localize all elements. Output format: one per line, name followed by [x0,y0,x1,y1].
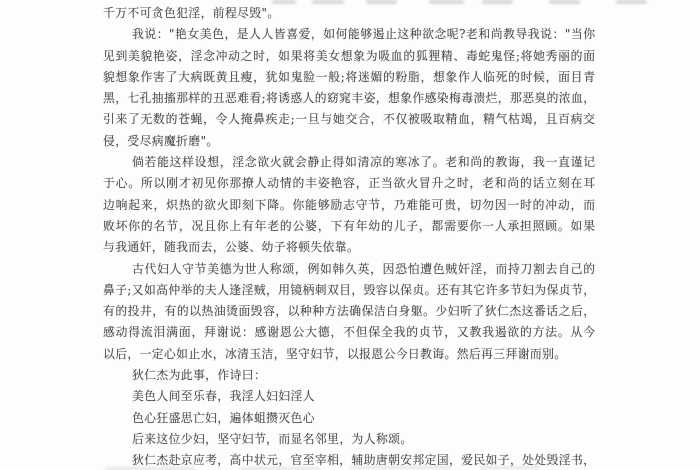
text-line: 倘若能这样设想，淫念欲火就会静止得如清凉的寒冰了。老和尚的教诲，我一直谨记 [132,155,595,170]
text-line: 边响起来，炽热的欲火即刻下降。你能够励志守节，乃难能可贵，切勿因一时的冲动，而 [103,197,595,212]
cropped-text-artifact [350,466,450,469]
text-line: 貌想象作害了大病既黄且瘦，犹如鬼脸一般;将迷媚的粉脂，想象作人临死的时候，面目青 [103,69,595,84]
cropped-text-artifact [480,466,540,469]
text-line: 见到美貌艳姿，淫念冲动之时，如果将美女想象为吸血的狐狸精、毒蛇鬼怪;将她秀丽的面 [103,48,595,63]
text-line: 狄仁杰为此事，作诗曰： [132,368,267,383]
text-line: 后来这位少妇，坚守妇节，而显名邻里，为人称颂。 [132,431,413,446]
text-line: 狄仁杰赴京应考，高中状元，官至宰相，辅助唐朝安邦定国，爱民如子，处处毁淫书， [132,453,595,468]
cropped-text-artifact [616,0,647,4]
text-line: 与我通奸，随我而去，公婆、幼子将顿失依靠。 [103,240,360,255]
text-line: 我说："艳女美色，是人人皆喜爱，如何能够遏止这种欲念呢?老和尚教导我说："当你 [132,27,595,42]
text-line: 黑，七孔抽搐那样的丑恶难看;将诱惑人的窈窕丰姿，想象作感染梅毒溃烂，那恶臭的浓血， [103,91,595,106]
text-line: 千万不可贪色犯淫，前程尽毁"。 [103,6,280,20]
text-line: 有的投井，有的以热油烫面毁容，以种种方法确保洁白身躯。少妇听了狄仁杰这番话之后， [103,304,595,319]
text-line: 古代妇人守节美德为世人称颂，例如韩久英，因恐怕遭色贼奸淫，而持刀割去自己的 [132,261,595,276]
text-line: 以后，一定心如止水，冰清玉洁，坚守妇节，以报恩公今日教诲。然后再三拜谢而别。 [103,346,567,361]
body-text [103,3,595,470]
text-line: 鼻子;又如高仲举的夫人逢淫贼，用镜柄刺双目，毁容以保贞。还有其它许多节妇为保贞节， [103,282,595,297]
text-line: 引来了无数的苍蝇，令人掩鼻疾走;一旦与她交合，不仅被吸取精血，精气枯竭，且百病交 [103,112,595,127]
text-line: 感动得流泪满面，拜谢说：感谢恩公大德，不但保全我的贞节，又教我遏欲的方法。从今 [103,325,595,340]
poem-line: 色心狂盛思亡妇，遍体蛆攒灭色心 [132,410,315,425]
text-line: 侵，受尽病魔折磨"。 [103,133,219,148]
poem-line: 美色人间至乐春，我淫人妇妇淫人 [132,389,315,404]
text-line: 败坏你的名节，况且你上有年老的公婆，下有年幼的儿子，都需要你一人承担照顾。如果 [103,218,595,233]
text-line: 于心。所以刚才初见你那撩人动情的丰姿艳容，正当欲火冒升之时，老和尚的话立刻在耳 [103,176,595,191]
